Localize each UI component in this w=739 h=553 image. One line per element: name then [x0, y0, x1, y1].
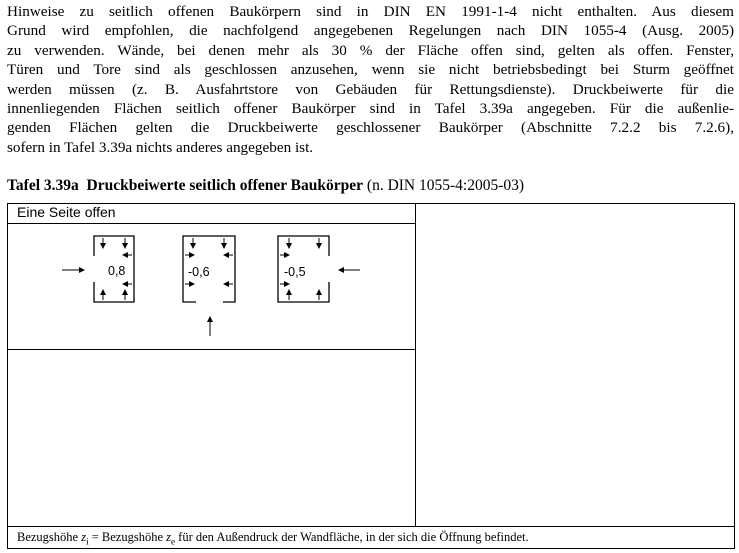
- coefficient-label: -0,5: [284, 265, 306, 279]
- row-divider: [8, 349, 415, 350]
- paragraph-line: innenliegenden Flächen seitlich offener Baukörper sind in Tafel 3.39a angegeben. Für die außenlie-: [7, 100, 734, 118]
- coefficient-label: -0,6: [188, 265, 210, 279]
- diagram-open-right: [278, 236, 360, 302]
- footnote-subscript: i: [86, 536, 89, 546]
- diagram-open-bottom: [183, 236, 235, 336]
- pressure-coefficient-table: [7, 203, 735, 549]
- table-title: Druckbeiwerte seitlich offener Baukörper: [86, 177, 364, 194]
- footnote-divider: [8, 526, 734, 527]
- paragraph-line: Hinweise zu seitlich offenen Baukörpern sind in DIN EN 1991-1-4 nicht enthalten. Aus diesem: [7, 3, 734, 20]
- table-number: Tafel 3.39a: [7, 177, 79, 194]
- paragraph-line: werden müssen (z. B. Ausfahrtstore von Gebäuden für Rettungsdienste). Druckbeiwerte für die: [7, 80, 734, 98]
- footnote-text: Bezugshöhe: [17, 529, 82, 544]
- paragraph-line: zu verwenden. Wände, bei denen mehr als 30 % der Fläche offen sind, gelten als offen. Fenster,: [7, 41, 734, 59]
- paragraph-line: genden Flächen gelten die Druckbeiwerte geschlossener Baukörper (Abschnitte 7.2.2 bis 7.2.6),: [7, 119, 734, 137]
- paragraph-line: Grund wird empfohlen, die nachfolgend angegebenen Regelungen nach DIN 1055-4 (Ausg. 2005): [7, 22, 734, 40]
- paragraph-line: Türen und Tore sind als geschlossen anzusehen, wenn sie nicht betriebsbedingt bei Sturm geöffnet: [7, 61, 734, 79]
- table-caption: [7, 177, 524, 195]
- building-diagrams: [8, 204, 415, 344]
- header-one-side-open: Eine Seite offen: [17, 204, 116, 220]
- footnote-subscript: e: [171, 536, 176, 546]
- footnote-text: = Bezugshöhe: [88, 529, 167, 544]
- table-source: (n. DIN 1055-4:2005-03): [366, 177, 525, 194]
- diagram-open-left: [62, 236, 134, 302]
- footnote-text: für den Außendruck der Wandfläche, in der sich die Öffnung befindet.: [175, 529, 529, 544]
- footnote-symbol: z: [81, 529, 87, 544]
- column-divider: [415, 204, 416, 527]
- intro-paragraph: [7, 2, 734, 157]
- table-footnote: [17, 530, 529, 547]
- paragraph-line: sofern in Tafel 3.39a nichts anderes angegeben ist.: [7, 138, 314, 156]
- footnote-symbol: z: [166, 529, 172, 544]
- coefficient-label: 0,8: [108, 264, 126, 278]
